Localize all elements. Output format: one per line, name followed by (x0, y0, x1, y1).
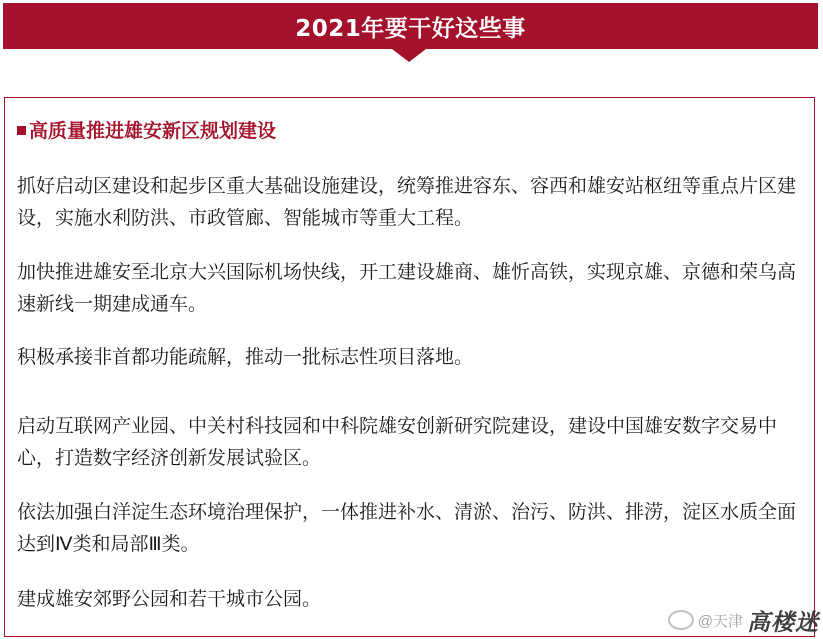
paragraph-6: 建成雄安郊野公园和若干城市公园。 (17, 588, 322, 610)
paragraph-2: 加快推进雄安至北京大兴国际机场快线，开工建设雄商、雄忻高铁，实现京雄、京德和荣乌高速新线一期建成通车。 (17, 261, 797, 315)
watermark (668, 603, 819, 637)
banner-pointer-icon (392, 49, 426, 62)
title-banner (3, 3, 818, 49)
watermark-handle: @天津 (697, 612, 743, 630)
banner-title: 2021年要干好这些事 (295, 15, 526, 42)
paragraph-4: 启动互联网产业园、中关村科技园和中科院雄安创新研究院建设，建设中国雄安数字交易中心，打造数字经济创新发展试验区。 (17, 415, 778, 469)
watermark-logo: 高楼迷 (747, 609, 819, 636)
paragraph-3: 积极承接非首都功能疏解，推动一批标志性项目落地。 (17, 346, 474, 368)
section-heading (17, 116, 276, 143)
paragraph-1: 抓好启动区建设和起步区重大基础设施建设，统筹推进容东、容西和雄安站枢纽等重点片区建设，实施水利防洪、市政管廊、智能城市等重大工程。 (17, 175, 797, 229)
square-bullet-icon (17, 126, 26, 135)
weibo-icon (668, 610, 694, 630)
section-heading-text: 高质量推进雄安新区规划建设 (29, 120, 277, 142)
paragraph-5: 依法加强白洋淀生态环境治理保护，一体推进补水、清淤、治污、防洪、排涝，淀区水质全面达到Ⅳ类和局部Ⅲ类。 (17, 501, 797, 555)
